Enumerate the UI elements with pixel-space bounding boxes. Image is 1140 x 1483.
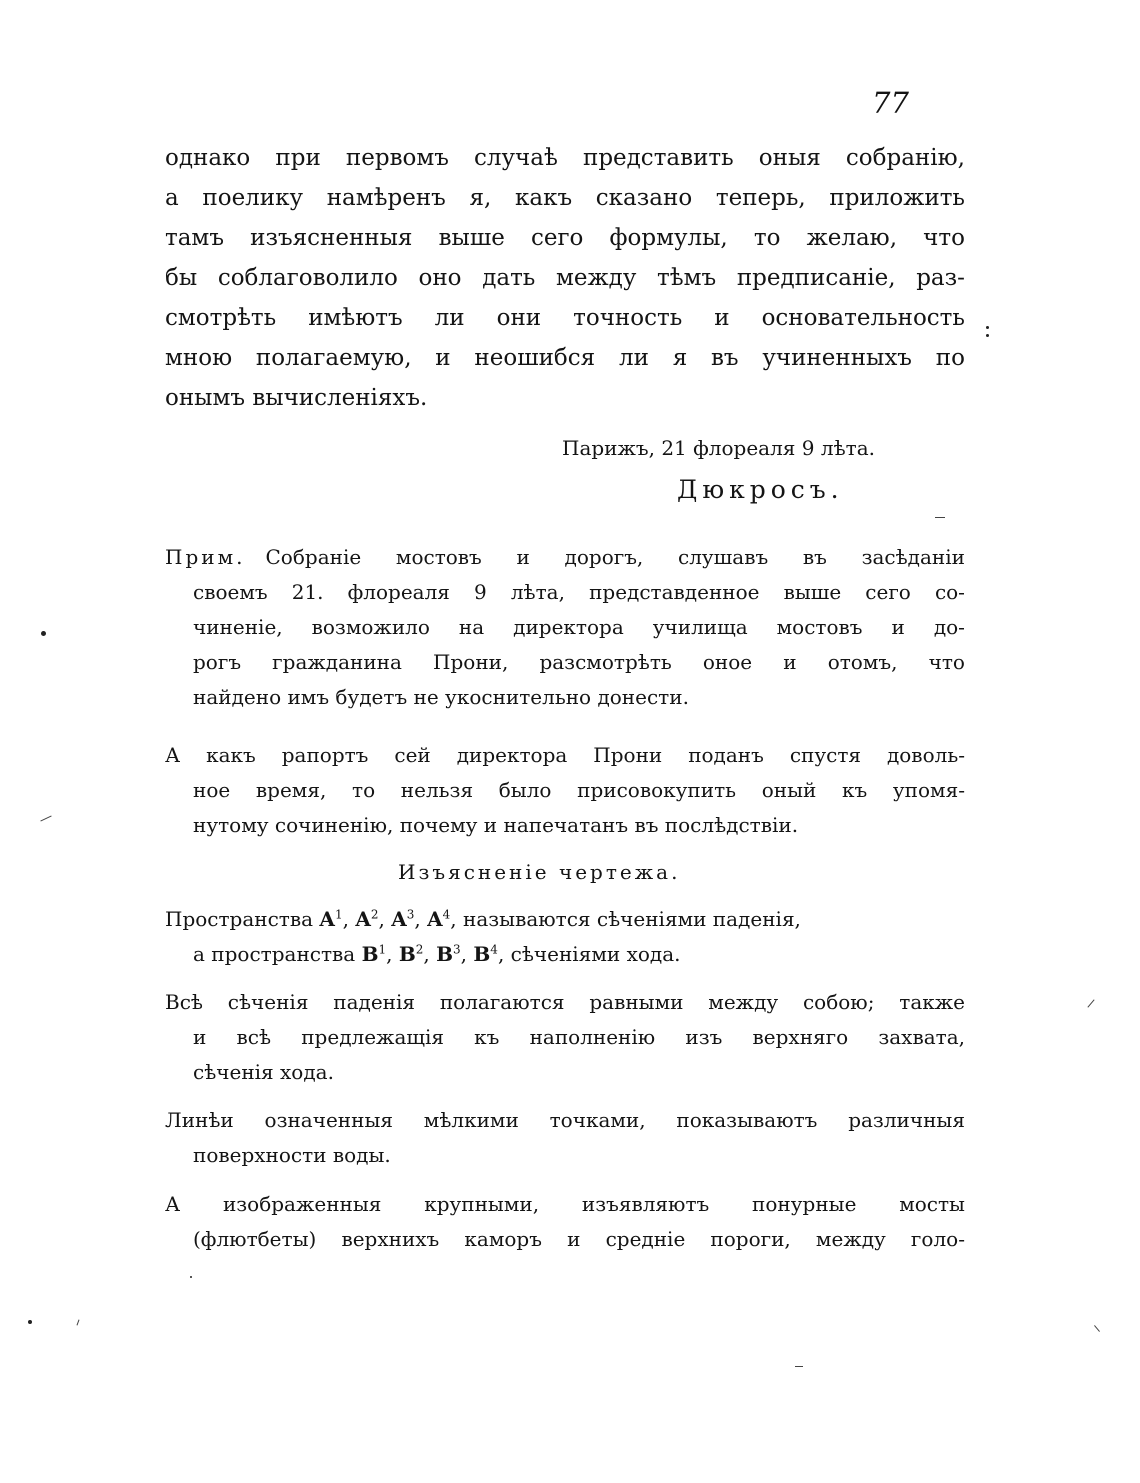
scan-mark [935, 517, 945, 518]
word: пороги, [710, 1227, 791, 1251]
line-text: Пространства $A^1$, $A^2$, $A^3$, $A^4$, называются сѣченіями паденія, [165, 907, 801, 931]
signature-place-date: Парижъ, 21 флореаля 9 лѣта. [562, 436, 875, 460]
word: первомъ [345, 145, 449, 171]
word: отомъ, [827, 650, 898, 674]
word: учиненныхъ [762, 345, 912, 371]
word: предлежащія [301, 1025, 444, 1049]
word: дать [482, 265, 536, 291]
line-text [266, 540, 966, 575]
text-line [165, 1187, 965, 1222]
symbol-a3: $A^3$ [391, 907, 415, 931]
word: случаѣ [474, 145, 558, 171]
line-prefix: а пространства [193, 942, 362, 966]
word: изъясненныя [250, 225, 413, 251]
word: сего [865, 580, 911, 604]
text-line [165, 540, 965, 575]
word: тамъ [165, 225, 224, 251]
word: захвата, [878, 1025, 965, 1049]
line-text [193, 1222, 965, 1257]
word: къ [474, 1025, 500, 1049]
line-text [165, 1103, 965, 1138]
word: то [753, 225, 781, 251]
word: изъ [685, 1025, 723, 1049]
word: директора [456, 743, 568, 767]
word: мѣлкими [423, 1108, 519, 1132]
word: лѣта, [510, 580, 565, 604]
word: какъ [206, 743, 256, 767]
scan-speck [190, 1276, 192, 1278]
line-text: нутому сочиненію, почему и напечатанъ въ послѣдствіи. [193, 813, 799, 837]
text-line [165, 338, 965, 378]
explanation-paragraph-2 [165, 985, 965, 1090]
signature-name: Дюкросъ. [677, 475, 844, 504]
word: возможило [311, 615, 430, 639]
note-label: Прим. [165, 545, 246, 569]
word: и [193, 1025, 207, 1049]
word: также [899, 990, 965, 1014]
word: доволь- [886, 743, 965, 767]
word: разсмотрѣть [539, 650, 672, 674]
word: своемъ [193, 580, 268, 604]
line-text: найдено имъ будетъ не укоснительно донести. [193, 685, 689, 709]
word: между [708, 990, 779, 1014]
word: оныя [758, 145, 821, 171]
word: крупными, [424, 1192, 540, 1216]
text-line [165, 808, 965, 843]
word: въ [710, 345, 739, 371]
text-line [165, 1055, 965, 1090]
word: теперь, [715, 185, 806, 211]
section-heading: Изъясненіе чертежа. [398, 860, 681, 884]
text-line [165, 258, 965, 298]
word: раз- [916, 265, 965, 291]
word: сей [394, 743, 431, 767]
word: Собраніе [265, 545, 362, 569]
word: оный [761, 778, 817, 802]
word: собранію, [845, 145, 965, 171]
word: присовокупить [577, 778, 737, 802]
word: то [352, 778, 376, 802]
line-text [165, 178, 965, 218]
word: бы [165, 265, 198, 291]
symbol-b4: $B^4$ [473, 942, 498, 966]
symbol-b2: $B^2$ [398, 942, 424, 966]
word: имѣютъ [308, 305, 403, 331]
word: гражданина [272, 650, 402, 674]
word: рогъ [193, 650, 242, 674]
page-number: 77 [872, 86, 909, 120]
word: засѣданіи [861, 545, 965, 569]
word: формулы, [609, 225, 728, 251]
line-suffix: сѣченіями хода. [504, 942, 681, 966]
word: выше [438, 225, 505, 251]
text-line [165, 138, 965, 178]
word: желаю, [806, 225, 898, 251]
word: мною [165, 345, 233, 371]
word: верхнихъ [341, 1227, 440, 1251]
word: въ [802, 545, 827, 569]
word: точность [573, 305, 683, 331]
explanation-paragraph-1 [165, 902, 965, 972]
word: соблаговолило [217, 265, 398, 291]
word: чиненіе, [193, 615, 283, 639]
word: сего [530, 225, 584, 251]
word: мосты [899, 1192, 965, 1216]
word: представить [582, 145, 734, 171]
word: и [435, 345, 451, 371]
symbol-b1: $B^1$ [361, 942, 387, 966]
word: флореаля [347, 580, 450, 604]
line-text [165, 985, 965, 1020]
line-text: сѣченія хода. [193, 1060, 334, 1084]
word: какъ [514, 185, 573, 211]
word: между [556, 265, 637, 291]
word: изображенныя [222, 1192, 382, 1216]
text-line [165, 1103, 965, 1138]
word: училища [652, 615, 748, 639]
word: слушавъ [678, 545, 769, 569]
word: сказано [595, 185, 693, 211]
word: нельзя [400, 778, 474, 802]
line-text [165, 738, 965, 773]
word: поданъ [688, 743, 764, 767]
line-text [165, 1187, 965, 1222]
scan-mark [1094, 1325, 1100, 1332]
word: и [891, 615, 905, 639]
word: мостовъ [776, 615, 863, 639]
word: намѣренъ [326, 185, 446, 211]
word: было [498, 778, 552, 802]
word: Прони, [433, 650, 509, 674]
word: полагаются [439, 990, 565, 1014]
text-line [165, 937, 965, 972]
word: и [516, 545, 530, 569]
word: Прони [593, 743, 663, 767]
word: я, [469, 185, 492, 211]
word: смотрѣть [165, 305, 277, 331]
word: голо- [910, 1227, 965, 1251]
text-line [165, 610, 965, 645]
word: различныя [848, 1108, 965, 1132]
word: и [714, 305, 730, 331]
word: точками, [549, 1108, 646, 1132]
text-line [165, 1020, 965, 1055]
text-line [165, 298, 965, 338]
word: А [165, 743, 181, 767]
word: равными [589, 990, 684, 1014]
word: Всѣ [165, 990, 203, 1014]
word: рапортъ [281, 743, 369, 767]
word: что [923, 225, 965, 251]
word: 9 [474, 580, 487, 604]
line-text [165, 258, 965, 298]
word: представденное [589, 580, 760, 604]
line-prefix: Пространства [165, 907, 320, 931]
word: верхняго [752, 1025, 849, 1049]
word: мостовъ [395, 545, 482, 569]
scan-mark [1087, 999, 1094, 1007]
word: понурные [752, 1192, 857, 1216]
text-line [165, 985, 965, 1020]
word: оно [418, 265, 462, 291]
word: предписаніе, [736, 265, 896, 291]
line-text: поверхности воды. [193, 1143, 391, 1167]
word: и [567, 1227, 581, 1251]
word: между [815, 1227, 886, 1251]
word: поелику [202, 185, 304, 211]
scan-speck [28, 1320, 32, 1324]
text-line [165, 378, 965, 418]
word: паденія [333, 990, 416, 1014]
word: что [928, 650, 965, 674]
scan-mark [795, 1366, 803, 1367]
line-text [165, 338, 965, 378]
scan-speck [41, 631, 46, 636]
line-text [193, 1020, 965, 1055]
word: упомя- [892, 778, 965, 802]
word: каморъ [464, 1227, 542, 1251]
main-paragraph [165, 138, 965, 418]
word: полагаемую, [255, 345, 412, 371]
text-line [165, 575, 965, 610]
line-text: а пространства $B^1$, $B^2$, $B^3$, $B^4$, сѣченіями хода. [193, 942, 681, 966]
word: показываютъ [676, 1108, 818, 1132]
word: я [672, 345, 688, 371]
text-line [165, 902, 965, 937]
word: спустя [789, 743, 861, 767]
symbol-b3: $B^3$ [436, 942, 461, 966]
word: по [935, 345, 965, 371]
explanation-paragraph-3 [165, 1103, 965, 1173]
word: а [165, 185, 179, 211]
word: при [275, 145, 321, 171]
word: сѣченія [227, 990, 309, 1014]
scan-speck [986, 326, 989, 329]
scan-mark [77, 1320, 80, 1326]
word: основательность [761, 305, 965, 331]
symbol-a4: $A^4$ [427, 907, 451, 931]
word: наполненію [529, 1025, 656, 1049]
word: Линѣи [165, 1108, 234, 1132]
text-line [165, 1222, 965, 1257]
text-line [165, 218, 965, 258]
text-line [165, 773, 965, 808]
word: означенныя [264, 1108, 393, 1132]
word: приложить [829, 185, 965, 211]
text-line [165, 178, 965, 218]
line-text [165, 298, 965, 338]
word: 21. [291, 580, 324, 604]
word: ли [618, 345, 649, 371]
word: ли [434, 305, 465, 331]
word: собою; [802, 990, 875, 1014]
word: и [783, 650, 797, 674]
symbol-a1: $A^1$ [319, 907, 343, 931]
line-text: онымъ вычисленіяхъ. [165, 385, 428, 411]
word: (флютбеты) [193, 1227, 317, 1251]
text-line [165, 680, 965, 715]
word: оное [702, 650, 753, 674]
word: однако [165, 145, 251, 171]
note-primechanie [165, 540, 965, 715]
line-text [165, 218, 965, 258]
text-line [165, 738, 965, 773]
word: тѣмъ [657, 265, 717, 291]
word: со- [934, 580, 965, 604]
line-suffix: называются сѣченіями паденія, [456, 907, 801, 931]
word: дорогъ, [564, 545, 644, 569]
line-text [193, 645, 965, 680]
word: время, [255, 778, 327, 802]
word: средніе [605, 1227, 686, 1251]
note-report [165, 738, 965, 843]
line-text [193, 773, 965, 808]
text-line [165, 1138, 965, 1173]
word: А [165, 1192, 181, 1216]
word: изъявляютъ [581, 1192, 710, 1216]
word: къ [842, 778, 868, 802]
word: на [458, 615, 485, 639]
scan-mark [40, 816, 51, 822]
word: неошибся [474, 345, 596, 371]
word: выше [783, 580, 842, 604]
word: ное [193, 778, 231, 802]
word: до- [933, 615, 965, 639]
scan-speck [986, 334, 989, 337]
word: они [496, 305, 542, 331]
line-text [193, 575, 965, 610]
text-line [165, 645, 965, 680]
symbol-a2: $A^2$ [355, 907, 379, 931]
line-text [165, 138, 965, 178]
explanation-paragraph-4 [165, 1187, 965, 1257]
word: всѣ [236, 1025, 272, 1049]
word: директора [513, 615, 624, 639]
line-text [193, 610, 965, 645]
